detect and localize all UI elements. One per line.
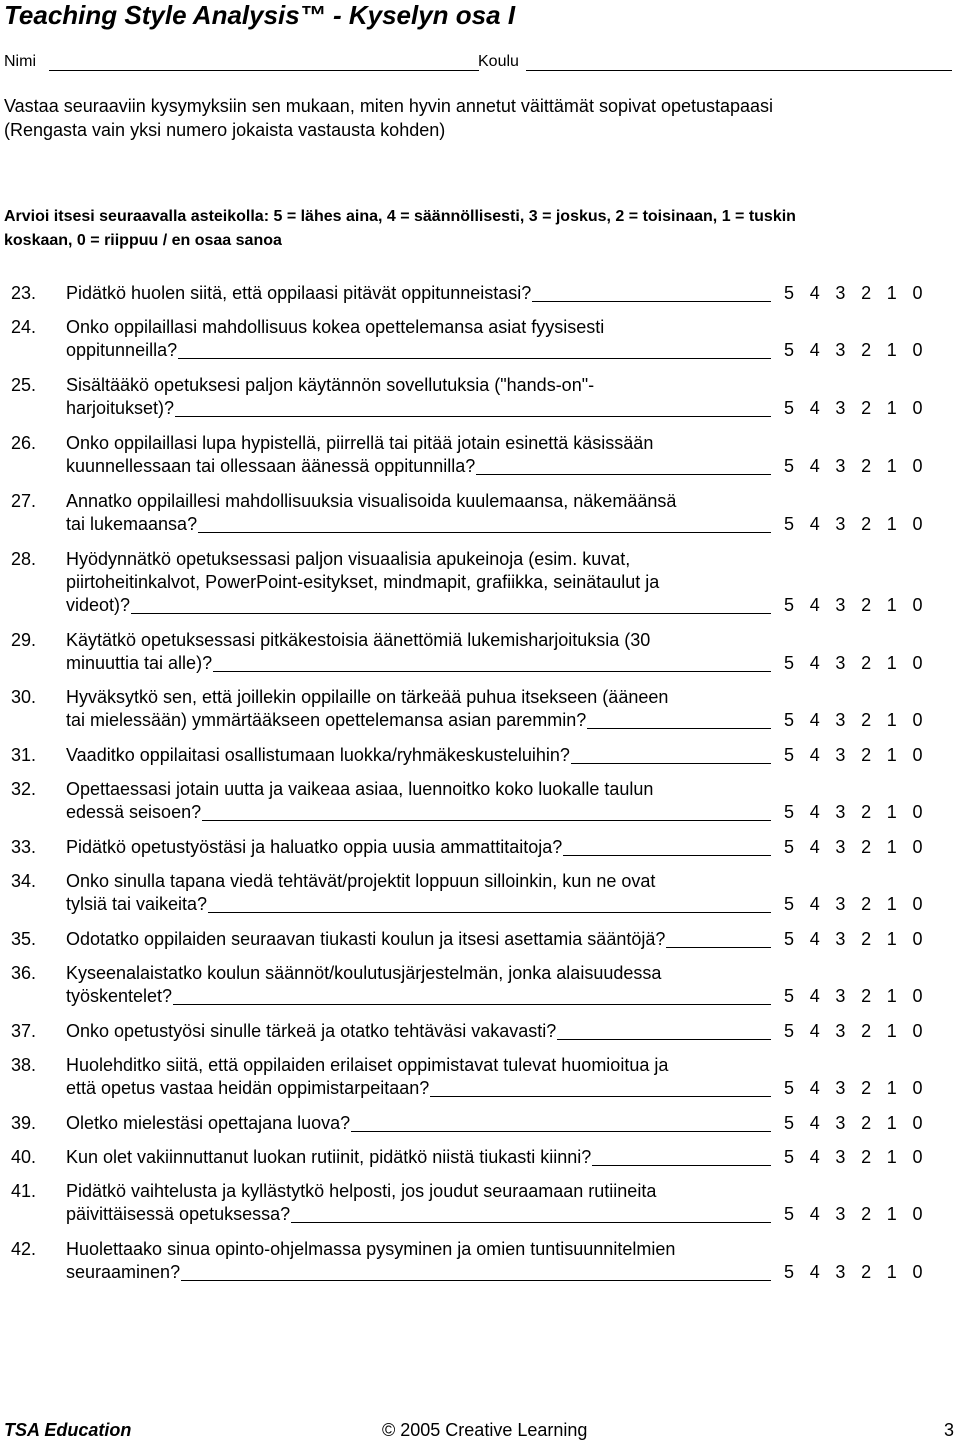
rating-option-3[interactable]: 3 [835, 837, 846, 857]
rating-option-2[interactable]: 2 [861, 894, 872, 914]
rating-options [784, 928, 938, 951]
rating-option-3[interactable]: 3 [835, 514, 846, 534]
question-number: 32. [11, 779, 37, 799]
rating-options [784, 1261, 938, 1284]
rating-option-0[interactable]: 0 [912, 456, 923, 476]
question-text [66, 870, 776, 916]
rating-options [784, 1020, 938, 1043]
answer-leader-line [430, 1096, 771, 1097]
question-text-line [66, 801, 771, 824]
rating-option-2[interactable]: 2 [861, 837, 872, 857]
question-text-content: Pidätkö opetustyöstäsi ja haluatko oppia uusia ammattitaitoja? [66, 837, 563, 857]
answer-leader-line [592, 1165, 771, 1166]
scale-line: koskaan, 0 = riippuu / en osaa sanoa [4, 232, 282, 249]
rating-option-1[interactable]: 1 [886, 595, 897, 615]
answer-leader-line [532, 301, 771, 302]
rating-option-3[interactable]: 3 [835, 1113, 846, 1133]
rating-option-0[interactable]: 0 [912, 283, 923, 303]
rating-options [784, 836, 938, 859]
rating-option-0[interactable]: 0 [912, 894, 923, 914]
question-text-line: Onko oppilaillasi mahdollisuus kokea opettelemansa asiat fyysisesti [66, 317, 605, 337]
question-text-line [66, 339, 771, 362]
rating-options [784, 985, 938, 1008]
question-text [66, 1238, 776, 1284]
question-text [66, 490, 776, 536]
question-text-line: Huolehditko siitä, että oppilaiden erilaiset oppimistavat tulevat huomioitua ja [66, 1055, 669, 1075]
question-number: 28. [11, 549, 37, 569]
rating-option-0[interactable]: 0 [912, 1021, 923, 1041]
rating-option-4[interactable]: 4 [809, 398, 820, 418]
school-field[interactable] [526, 70, 952, 71]
question-number: 27. [11, 491, 37, 511]
question-text-line [66, 1261, 771, 1284]
question-number: 25. [11, 375, 37, 395]
rating-options [784, 744, 938, 767]
instruction-line: Vastaa seuraaviin kysymyksiin sen mukaan, miten hyvin annetut väittämät sopivat opetustapaasi [4, 96, 774, 116]
question-text-content: Oletko mielestäsi opettajana luova? [66, 1113, 351, 1133]
rating-option-3[interactable]: 3 [835, 986, 846, 1006]
question-text-line: Onko oppilaillasi lupa hypistellä, piirrellä tai pitää jotain esinettä käsissään [66, 433, 654, 453]
rating-option-3[interactable]: 3 [835, 456, 846, 476]
rating-option-0[interactable]: 0 [912, 1204, 923, 1224]
question-number: 23. [11, 283, 37, 303]
rating-option-1[interactable]: 1 [886, 1204, 897, 1224]
rating-option-3[interactable]: 3 [835, 595, 846, 615]
rating-option-0[interactable]: 0 [912, 1262, 923, 1282]
rating-option-5[interactable]: 5 [784, 1113, 795, 1133]
question-text-content: edessä seisoen? [66, 802, 202, 822]
rating-option-5[interactable]: 5 [784, 398, 795, 418]
rating-option-2[interactable]: 2 [861, 283, 872, 303]
answer-leader-line [587, 728, 771, 729]
rating-option-5[interactable]: 5 [784, 1262, 795, 1282]
rating-option-2[interactable]: 2 [861, 653, 872, 673]
question-text-line: Sisältääkö opetuksesi paljon käytännön sovellutuksia ("hands-on"- [66, 375, 595, 395]
rating-options [784, 1203, 938, 1226]
answer-leader-line [131, 613, 771, 614]
rating-option-3[interactable]: 3 [835, 1078, 846, 1098]
rating-option-3[interactable]: 3 [835, 1147, 846, 1167]
answer-leader-line [208, 912, 771, 913]
question-text-content: kuunnellessaan tai ollessaan äänessä oppitunnilla? [66, 456, 476, 476]
page-number: 3 [943, 1420, 954, 1440]
question-text [66, 928, 776, 951]
rating-option-3[interactable]: 3 [835, 340, 846, 360]
rating-option-5[interactable]: 5 [784, 653, 795, 673]
rating-option-1[interactable]: 1 [886, 894, 897, 914]
school-label: Koulu [478, 53, 519, 70]
question-number: 40. [11, 1147, 37, 1167]
rating-option-5[interactable]: 5 [784, 710, 795, 730]
rating-options [784, 1077, 938, 1100]
question-text-line [66, 893, 771, 916]
question-text-line: Onko sinulla tapana viedä tehtävät/projektit loppuun silloinkin, kun ne ovat [66, 871, 656, 891]
answer-leader-line [213, 671, 771, 672]
question-text [66, 374, 776, 420]
question-text-line [66, 1077, 771, 1100]
question-text-content: Onko opetustyösi sinulle tärkeä ja otatko tehtäväsi vakavasti? [66, 1021, 557, 1041]
rating-option-2[interactable]: 2 [861, 340, 872, 360]
rating-option-3[interactable]: 3 [835, 653, 846, 673]
question-text-content: tylsiä tai vaikeita? [66, 894, 208, 914]
rating-option-4[interactable]: 4 [809, 340, 820, 360]
rating-option-0[interactable]: 0 [912, 514, 923, 534]
rating-options [784, 893, 938, 916]
question-text-content: päivittäisessä opetuksessa? [66, 1204, 291, 1224]
question-text [66, 629, 776, 675]
question-text-line [66, 513, 771, 536]
rating-option-3[interactable]: 3 [835, 802, 846, 822]
question-text [66, 962, 776, 1008]
rating-option-1[interactable]: 1 [886, 1113, 897, 1133]
question-text-content: tai mielessään) ymmärtääkseen opettelemansa asian paremmin? [66, 710, 587, 730]
rating-option-3[interactable]: 3 [835, 398, 846, 418]
rating-option-2[interactable]: 2 [861, 745, 872, 765]
rating-option-1[interactable]: 1 [886, 653, 897, 673]
question-text-content: Vaaditko oppilaitasi osallistumaan luokka/ryhmäkeskusteluihin? [66, 745, 570, 765]
rating-option-4[interactable]: 4 [809, 1078, 820, 1098]
rating-options [784, 513, 938, 536]
question-number: 36. [11, 963, 37, 983]
question-text-line [66, 455, 771, 478]
rating-option-5[interactable]: 5 [784, 837, 795, 857]
rating-option-4[interactable]: 4 [809, 456, 820, 476]
rating-option-0[interactable]: 0 [912, 802, 923, 822]
answer-leader-line [563, 855, 771, 856]
rating-option-1[interactable]: 1 [886, 456, 897, 476]
rating-options [784, 455, 938, 478]
rating-option-0[interactable]: 0 [912, 398, 923, 418]
rating-option-2[interactable]: 2 [861, 1021, 872, 1041]
question-number: 29. [11, 630, 37, 650]
question-text [66, 836, 776, 859]
rating-option-0[interactable]: 0 [912, 340, 923, 360]
rating-option-2[interactable]: 2 [861, 1147, 872, 1167]
question-number: 35. [11, 929, 37, 949]
rating-option-2[interactable]: 2 [861, 986, 872, 1006]
rating-option-2[interactable]: 2 [861, 929, 872, 949]
rating-option-1[interactable]: 1 [886, 398, 897, 418]
rating-option-5[interactable]: 5 [784, 986, 795, 1006]
question-text-line: Huolettaako sinua opinto-ohjelmassa pysyminen ja omien tuntisuunnitelmien [66, 1239, 676, 1259]
question-text-line [66, 594, 771, 617]
question-text-line [66, 282, 771, 305]
rating-option-3[interactable]: 3 [835, 1021, 846, 1041]
rating-options [784, 1146, 938, 1169]
page-title: Teaching Style Analysis™ - Kyselyn osa I [4, 0, 516, 30]
rating-option-3[interactable]: 3 [835, 894, 846, 914]
question-number: 34. [11, 871, 37, 891]
rating-option-3[interactable]: 3 [835, 1262, 846, 1282]
rating-option-0[interactable]: 0 [912, 986, 923, 1006]
rating-option-4[interactable]: 4 [809, 929, 820, 949]
question-text-content: Kun olet vakiinnuttanut luokan rutiinit, pidätkö niistä tiukasti kiinni? [66, 1147, 592, 1167]
rating-option-0[interactable]: 0 [912, 1078, 923, 1098]
name-label: Nimi [4, 53, 36, 70]
question-text-content: että opetus vastaa heidän oppimistarpeitaan? [66, 1078, 430, 1098]
rating-option-1[interactable]: 1 [886, 837, 897, 857]
rating-options [784, 397, 938, 420]
answer-leader-line [291, 1222, 771, 1223]
question-text-line [66, 1146, 771, 1169]
question-text-line: Hyväksytkö sen, että joillekin oppilaille on tärkeää puhua itsekseen (ääneen [66, 687, 669, 707]
question-number: 37. [11, 1021, 37, 1041]
rating-option-4[interactable]: 4 [809, 653, 820, 673]
rating-option-2[interactable]: 2 [861, 1204, 872, 1224]
rating-option-1[interactable]: 1 [886, 340, 897, 360]
question-text-line [66, 1020, 771, 1043]
rating-option-4[interactable]: 4 [809, 1147, 820, 1167]
question-text-line: Annatko oppilaillesi mahdollisuuksia visualisoida kuulemaansa, näkemäänsä [66, 491, 677, 511]
question-text [66, 1112, 776, 1135]
answer-leader-line [181, 1280, 771, 1281]
question-text [66, 1054, 776, 1100]
answer-leader-line [175, 416, 771, 417]
rating-option-1[interactable]: 1 [886, 745, 897, 765]
rating-option-4[interactable]: 4 [809, 745, 820, 765]
rating-option-3[interactable]: 3 [835, 929, 846, 949]
rating-option-0[interactable]: 0 [912, 1113, 923, 1133]
question-number: 31. [11, 745, 37, 765]
question-number: 41. [11, 1181, 37, 1201]
rating-option-1[interactable]: 1 [886, 1078, 897, 1098]
question-text-content: Odotatko oppilaiden seuraavan tiukasti koulun ja itsesi asettamia sääntöjä? [66, 929, 666, 949]
rating-option-1[interactable]: 1 [886, 1262, 897, 1282]
rating-option-5[interactable]: 5 [784, 929, 795, 949]
question-text-line [66, 928, 771, 951]
question-text [66, 282, 776, 305]
question-text-line: Pidätkö vaihtelusta ja kyllästytkö helposti, jos joudut seuraamaan rutiineita [66, 1181, 657, 1201]
rating-option-2[interactable]: 2 [861, 456, 872, 476]
rating-option-2[interactable]: 2 [861, 1078, 872, 1098]
instruction-line: (Rengasta vain yksi numero jokaista vastausta kohden) [4, 120, 446, 140]
rating-option-5[interactable]: 5 [784, 745, 795, 765]
question-text-line [66, 652, 771, 675]
rating-options [784, 339, 938, 362]
question-text-content: minuuttia tai alle)? [66, 653, 213, 673]
answer-leader-line [571, 763, 771, 764]
question-text-content: videot)? [66, 595, 131, 615]
rating-option-2[interactable]: 2 [861, 398, 872, 418]
rating-option-4[interactable]: 4 [809, 710, 820, 730]
question-text [66, 686, 776, 732]
question-text-line [66, 1112, 771, 1135]
scale-line: Arvioi itsesi seuraavalla asteikolla: 5 = lähes aina, 4 = säännöllisesti, 3 = joskus, 2 = toisinaan, 1 = tuskin [4, 208, 796, 225]
rating-option-4[interactable]: 4 [809, 1262, 820, 1282]
rating-option-3[interactable]: 3 [835, 745, 846, 765]
rating-options [784, 709, 938, 732]
question-text [66, 744, 776, 767]
name-field[interactable] [49, 70, 479, 71]
rating-option-2[interactable]: 2 [861, 1262, 872, 1282]
question-text-line [66, 397, 771, 420]
question-text [66, 432, 776, 478]
footer-publisher: TSA Education [4, 1420, 132, 1440]
rating-option-5[interactable]: 5 [784, 1204, 795, 1224]
question-text [66, 316, 776, 362]
question-text-line [66, 1203, 771, 1226]
rating-option-5[interactable]: 5 [784, 340, 795, 360]
instructions [4, 94, 954, 142]
rating-option-0[interactable]: 0 [912, 595, 923, 615]
rating-option-0[interactable]: 0 [912, 745, 923, 765]
question-number: 26. [11, 433, 37, 453]
rating-option-1[interactable]: 1 [886, 514, 897, 534]
rating-option-5[interactable]: 5 [784, 456, 795, 476]
question-text-content: Pidätkö huolen siitä, että oppilaasi pitävät oppitunneistasi? [66, 283, 532, 303]
answer-leader-line [476, 474, 771, 475]
question-text-line [66, 744, 771, 767]
rating-option-1[interactable]: 1 [886, 1021, 897, 1041]
answer-leader-line [557, 1039, 771, 1040]
rating-option-4[interactable]: 4 [809, 837, 820, 857]
rating-option-2[interactable]: 2 [861, 802, 872, 822]
question-text-line: Kyseenalaistatko koulun säännöt/koulutusjärjestelmän, jonka alaisuudessa [66, 963, 662, 983]
question-text-content: tai lukemaansa? [66, 514, 198, 534]
rating-option-5[interactable]: 5 [784, 802, 795, 822]
rating-option-1[interactable]: 1 [886, 283, 897, 303]
question-text-line [66, 985, 771, 1008]
rating-option-5[interactable]: 5 [784, 1147, 795, 1167]
rating-option-4[interactable]: 4 [809, 1204, 820, 1224]
rating-option-2[interactable]: 2 [861, 710, 872, 730]
rating-option-4[interactable]: 4 [809, 802, 820, 822]
rating-option-4[interactable]: 4 [809, 1113, 820, 1133]
question-number: 39. [11, 1113, 37, 1133]
question-text-line: Hyödynnätkö opetuksessasi paljon visuaalisia apukeinoja (esim. kuvat, [66, 549, 631, 569]
rating-option-0[interactable]: 0 [912, 929, 923, 949]
rating-option-1[interactable]: 1 [886, 986, 897, 1006]
rating-option-3[interactable]: 3 [835, 1204, 846, 1224]
rating-option-5[interactable]: 5 [784, 1021, 795, 1041]
question-text-line: Opettaessasi jotain uutta ja vaikeaa asiaa, luennoitko koko luokalle taulun [66, 779, 654, 799]
footer-copyright: © 2005 Creative Learning [382, 1420, 588, 1440]
question-number: 24. [11, 317, 37, 337]
rating-option-4[interactable]: 4 [809, 986, 820, 1006]
rating-option-5[interactable]: 5 [784, 514, 795, 534]
rating-option-4[interactable]: 4 [809, 514, 820, 534]
rating-option-4[interactable]: 4 [809, 1021, 820, 1041]
rating-option-0[interactable]: 0 [912, 837, 923, 857]
rating-option-0[interactable]: 0 [912, 1147, 923, 1167]
question-text [66, 778, 776, 824]
question-text [66, 548, 776, 617]
rating-option-3[interactable]: 3 [835, 283, 846, 303]
answer-leader-line [173, 1004, 771, 1005]
question-text-line: piirtoheitinkalvot, PowerPoint-esitykset, mindmapit, grafiikka, seinätaulut ja [66, 572, 660, 592]
answer-leader-line [351, 1131, 771, 1132]
rating-options [784, 594, 938, 617]
rating-option-5[interactable]: 5 [784, 595, 795, 615]
question-text-line: Käytätkö opetuksessasi pitkäkestoisia äänettömiä lukemisharjoituksia (30 [66, 630, 651, 650]
rating-option-0[interactable]: 0 [912, 710, 923, 730]
rating-option-5[interactable]: 5 [784, 283, 795, 303]
question-text-content: harjoitukset)? [66, 398, 175, 418]
rating-option-4[interactable]: 4 [809, 283, 820, 303]
name-school-row [4, 50, 952, 74]
rating-option-1[interactable]: 1 [886, 929, 897, 949]
question-text-content: oppitunneilla? [66, 340, 178, 360]
rating-options [784, 652, 938, 675]
question-number: 42. [11, 1239, 37, 1259]
rating-options [784, 1112, 938, 1135]
rating-option-3[interactable]: 3 [835, 710, 846, 730]
rating-option-1[interactable]: 1 [886, 710, 897, 730]
question-text-content: seuraaminen? [66, 1262, 181, 1282]
rating-option-2[interactable]: 2 [861, 595, 872, 615]
rating-options [784, 282, 938, 305]
question-text-content: työskentelet? [66, 986, 173, 1006]
question-text-line [66, 709, 771, 732]
rating-option-2[interactable]: 2 [861, 1113, 872, 1133]
answer-leader-line [666, 947, 771, 948]
rating-option-1[interactable]: 1 [886, 1147, 897, 1167]
page-footer [0, 1418, 960, 1442]
answer-leader-line [198, 532, 771, 533]
rating-option-5[interactable]: 5 [784, 894, 795, 914]
question-text [66, 1146, 776, 1169]
rating-options [784, 801, 938, 824]
question-text-line [66, 836, 771, 859]
answer-leader-line [202, 820, 771, 821]
question-number: 38. [11, 1055, 37, 1075]
question-text [66, 1020, 776, 1043]
question-number: 30. [11, 687, 37, 707]
rating-option-4[interactable]: 4 [809, 894, 820, 914]
question-text [66, 1180, 776, 1226]
answer-leader-line [178, 358, 771, 359]
rating-scale-description [4, 205, 954, 253]
rating-option-2[interactable]: 2 [861, 514, 872, 534]
rating-option-1[interactable]: 1 [886, 802, 897, 822]
rating-option-4[interactable]: 4 [809, 595, 820, 615]
question-number: 33. [11, 837, 37, 857]
rating-option-5[interactable]: 5 [784, 1078, 795, 1098]
rating-option-0[interactable]: 0 [912, 653, 923, 673]
